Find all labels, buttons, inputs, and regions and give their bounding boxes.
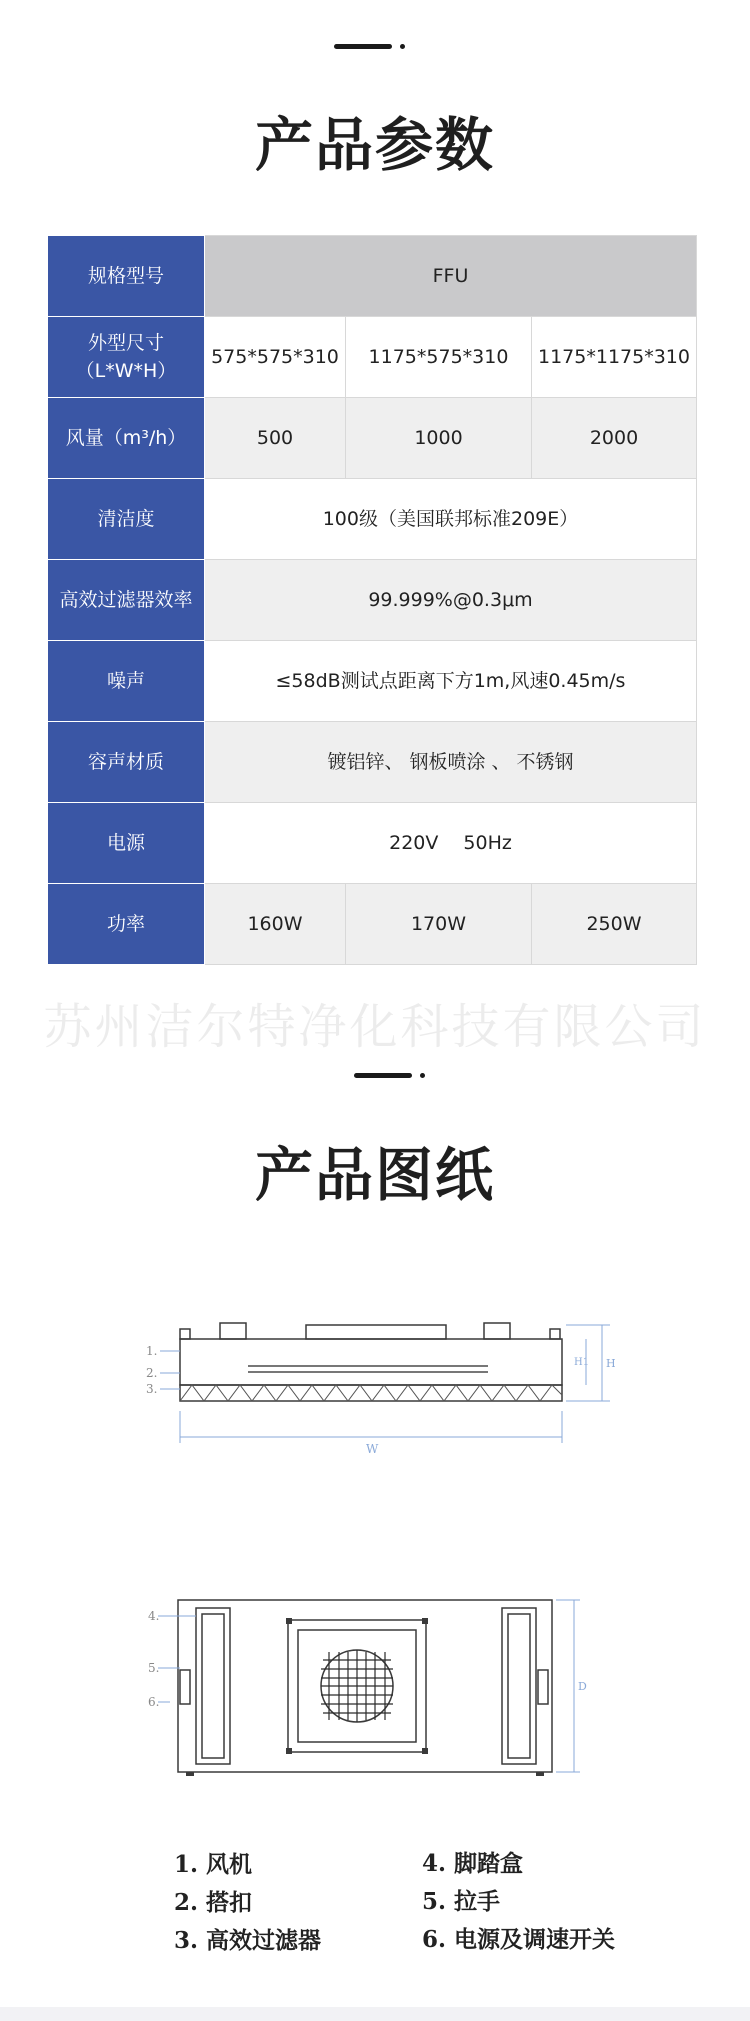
legend-item: 2. 搭扣 [174, 1889, 253, 1916]
efficiency-value: 99.999%@0.3μm [205, 560, 697, 641]
cleanliness-value: 100级（美国联邦标准209E） [205, 479, 697, 560]
power-cell: 160W [205, 884, 346, 965]
table-row [48, 479, 697, 560]
legend-item: 6. 电源及调速开关 [422, 1926, 616, 1953]
airflow-cell: 2000 [532, 398, 697, 479]
top-num-label: 4. [148, 1609, 160, 1623]
table-row [48, 884, 697, 965]
row-label-power: 功率 [48, 884, 205, 965]
power-supply-value: 220V 50Hz [205, 803, 697, 884]
row-label-size [48, 317, 205, 398]
table-row [48, 803, 697, 884]
section-divider-ornament [354, 1073, 426, 1079]
model-value: FFU [205, 236, 697, 317]
row-label-noise: 噪声 [48, 641, 205, 722]
parameter-table [47, 235, 697, 965]
row-label-airflow: 风量（m³/h） [48, 398, 205, 479]
row-label-efficiency: 高效过滤器效率 [48, 560, 205, 641]
section-divider-ornament [334, 44, 406, 50]
side-num-label: 1. [146, 1344, 158, 1358]
size-cell: 1175*1175*310 [532, 317, 697, 398]
table-row [48, 398, 697, 479]
top-num-label: 5. [148, 1661, 160, 1675]
power-cell: 250W [532, 884, 697, 965]
page-bottom-band [0, 2007, 750, 2021]
ffu-top-view-drawing [140, 1590, 600, 1780]
ffu-side-view-drawing [140, 1315, 620, 1475]
size-label-line2: （L*W*H） [75, 360, 177, 382]
legend-item: 5. 拉手 [422, 1888, 501, 1915]
section-title-drawing: 产品图纸 [254, 1141, 495, 1209]
table-row [48, 317, 697, 398]
power-cell: 170W [346, 884, 532, 965]
dim-h-label: H [606, 1357, 616, 1370]
table-row [48, 722, 697, 803]
legend-item: 3. 高效过滤器 [174, 1927, 322, 1954]
side-num-label: 2. [146, 1366, 158, 1380]
legend-left [174, 1846, 321, 1960]
noise-value: ≤58dB测试点距离下方1m,风速0.45m/s [205, 641, 697, 722]
dim-w-label: W [366, 1442, 379, 1456]
size-cell: 1175*575*310 [346, 317, 532, 398]
airflow-cell: 1000 [346, 398, 532, 479]
legend-right [422, 1846, 615, 1960]
legend-item: 1. 风机 [174, 1851, 253, 1878]
row-label-material: 容声材质 [48, 722, 205, 803]
row-label-power-supply: 电源 [48, 803, 205, 884]
airflow-cell: 500 [205, 398, 346, 479]
section-title-params: 产品参数 [254, 111, 495, 179]
company-watermark: 苏州洁尔特净化科技有限公司 [43, 999, 707, 1055]
table-row [48, 236, 697, 317]
material-value: 镀铝锌、 钢板喷涂 、 不锈钢 [205, 722, 697, 803]
dim-h1-label: H1 [574, 1357, 590, 1368]
top-num-label: 6. [148, 1695, 160, 1709]
table-row [48, 641, 697, 722]
table-row [48, 560, 697, 641]
dim-d-label: D [578, 1680, 587, 1693]
row-label-model: 规格型号 [48, 236, 205, 317]
side-num-label: 3. [146, 1382, 158, 1396]
size-label-line1: 外型尺寸 [87, 332, 164, 354]
size-cell: 575*575*310 [205, 317, 346, 398]
row-label-cleanliness: 清洁度 [48, 479, 205, 560]
legend-item: 4. 脚踏盒 [422, 1850, 524, 1877]
